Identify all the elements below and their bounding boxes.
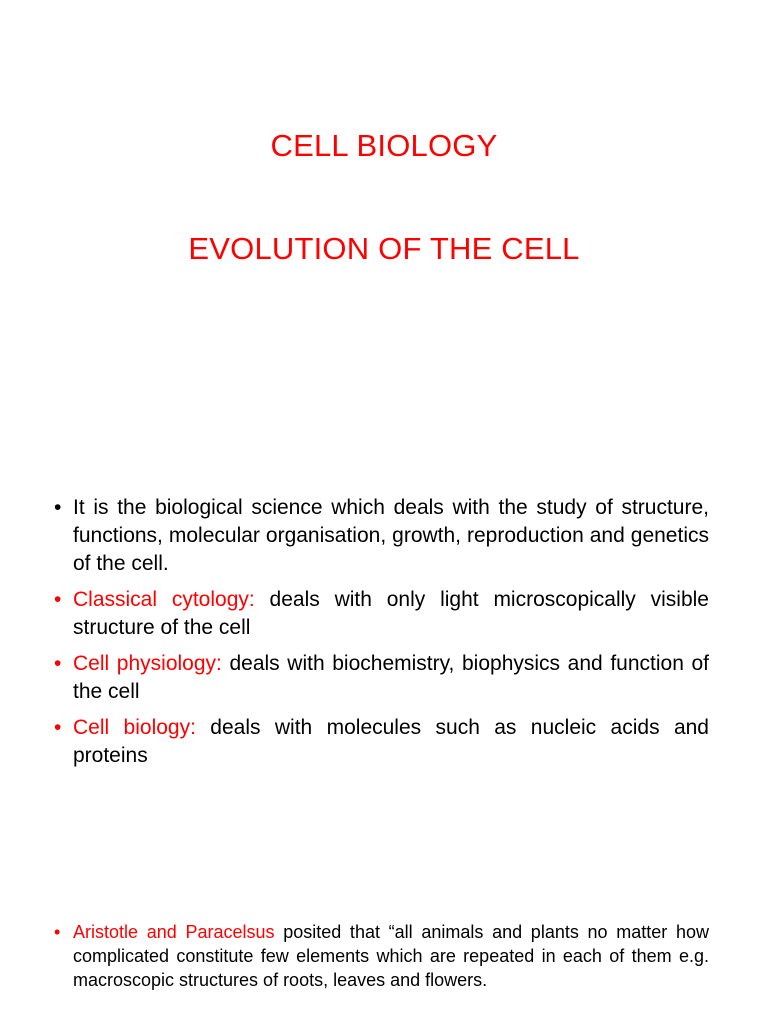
bullet-text: It is the biological science which deals with the study of structure, functions, molecular organisation, growth, reproduction and genetics of the cell. <box>73 496 709 575</box>
bullet-text: deals with only light microscopically visible structure of the cell <box>73 588 709 639</box>
bullet-icon: • <box>54 716 62 739</box>
bullet-label: Aristotle and Paracelsus <box>73 922 275 942</box>
definition-slide <box>0 480 768 800</box>
bullet-label: Cell biology: <box>73 716 196 739</box>
bullet-list <box>52 920 709 1000</box>
bullet-icon: • <box>54 496 62 519</box>
bullet-text: posited that “all animals and plants no matter how complicated constitute few elements which are repeated in each of them e.g. macroscopic structures of roots, leaves and flowers. <box>73 922 709 990</box>
title-slide <box>0 0 768 300</box>
bullet-list <box>52 494 709 778</box>
slide-subtitle: EVOLUTION OF THE CELL <box>188 231 580 266</box>
bullet-label: Classical cytology: <box>73 588 255 611</box>
bullet-item-cell-biology <box>52 714 709 770</box>
bullet-icon: • <box>54 588 62 611</box>
bullet-item-definition <box>52 494 709 578</box>
bullet-text: deals with biochemistry, biophysics and function of the cell <box>73 652 709 703</box>
history-slide <box>0 910 768 1024</box>
slide-title: CELL BIOLOGY <box>270 128 498 163</box>
bullet-icon: • <box>54 652 62 675</box>
bullet-label: Cell physiology: <box>73 652 222 675</box>
bullet-item-classical-cytology <box>52 586 709 642</box>
bullet-item-aristotle-paracelsus <box>52 920 709 992</box>
bullet-icon: • <box>54 922 61 942</box>
bullet-item-cell-physiology <box>52 650 709 706</box>
bullet-text: deals with molecules such as nucleic acids and proteins <box>73 716 709 767</box>
